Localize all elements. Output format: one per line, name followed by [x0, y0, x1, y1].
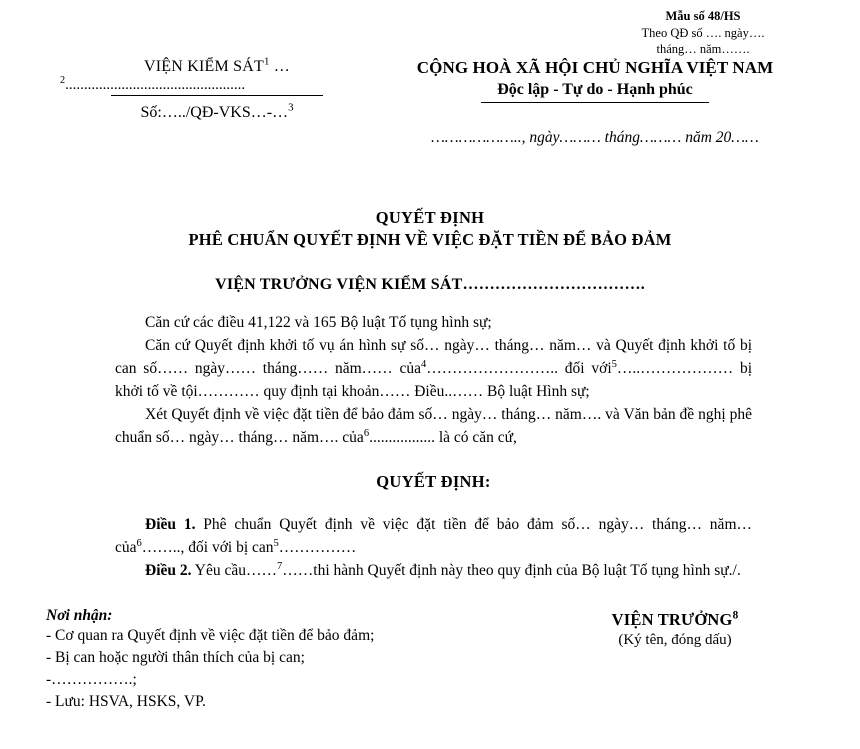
document-footer — [0, 607, 860, 747]
para3-part-a: Xét Quyết định về việc đặt tiền để bảo đảm số… ngày… tháng… năm…. và Văn bản đề nghị phê chuẩn số… ngày… tháng… năm…. của — [115, 405, 752, 446]
legal-basis-paragraph-3 — [115, 404, 752, 450]
article-1-part-c: …………… — [278, 538, 357, 556]
national-motto: Độc lập - Tự do - Hạnh phúc — [497, 81, 693, 98]
form-code-block — [608, 8, 798, 58]
legal-basis-paragraph-2 — [115, 335, 752, 404]
footnote-marker-6: 6 — [363, 427, 370, 439]
article-1-part-b: …….., đối với bị can — [141, 538, 274, 556]
issuing-authority-label: VIỆN KIỂM SÁT — [144, 58, 264, 75]
place-date-line: ……………….., ngày……… tháng……… năm 20…… — [431, 129, 759, 147]
issuing-authority-block — [52, 55, 382, 122]
signature-title — [530, 610, 820, 630]
article-1-label: Điều 1. — [145, 515, 196, 533]
document-header — [0, 55, 860, 178]
footnote-marker-8: 8 — [732, 609, 739, 622]
para2-part-b: …………………….. đối với — [426, 359, 612, 377]
footnote-marker-5: 5 — [611, 358, 617, 370]
issuing-authority-dotted-line — [52, 77, 382, 94]
form-code-title: Mẫu số 48/HS — [665, 9, 741, 23]
recipient-item: - Bị can hoặc người thân thích của bị can; — [46, 649, 305, 666]
signature-block — [530, 610, 820, 649]
footnote-marker-4: 4 — [420, 358, 427, 370]
national-title: CỘNG HOÀ XÃ HỘI CHỦ NGHĨA VIỆT NAM — [416, 58, 774, 77]
footnote-marker-5b: 5 — [273, 537, 279, 549]
document-number-label: Số:…../QĐ-VKS…-… — [140, 104, 289, 121]
signature-note: (Ký tên, đóng dấu) — [618, 632, 732, 648]
para3-part-b: ................. là có căn cứ, — [369, 428, 517, 446]
footnote-marker-6b: 6 — [136, 537, 142, 549]
national-heading-block — [390, 58, 800, 147]
document-subtitle: PHÊ CHUẨN QUYẾT ĐỊNH VỀ VIỆC ĐẶT TIỀN ĐỂ BẢO ĐẢM — [188, 230, 672, 249]
form-code-line-2: tháng… năm……. — [656, 42, 750, 56]
footnote-marker-3: 3 — [288, 101, 294, 114]
article-2-label: Điều 2. — [145, 561, 192, 579]
article-2-part-b: ……thi hành Quyết định này theo quy định của Bộ luật Tố tụng hình sự./. — [282, 561, 741, 579]
recipient-item: - Cơ quan ra Quyết định về việc đặt tiền để bảo đảm; — [46, 627, 375, 644]
article-1-part-a: Phê chuẩn Quyết định về việc đặt tiền để bảo đảm số… ngày… tháng… năm… của — [115, 515, 752, 556]
article-2-part-a: Yêu cầu…… — [191, 561, 278, 579]
para2-part-c: …..……………… bị khởi tố về tội………… quy định tại khoản…… Điều..…… Bộ luật Hình sự; — [115, 359, 752, 400]
document-title: QUYẾT ĐỊNH — [375, 208, 485, 227]
article-1 — [115, 514, 752, 560]
dotted-fill: ................................................ — [65, 77, 246, 93]
issuing-authority-suffix: … — [269, 58, 290, 75]
issuing-authority-name — [52, 55, 382, 76]
recipient-item: -…………….; — [46, 671, 137, 688]
decision-heading: QUYẾT ĐỊNH: — [376, 471, 491, 491]
document-number — [52, 101, 382, 122]
signature-title-label: VIỆN TRƯỞNG — [611, 610, 733, 629]
recipients-block — [46, 607, 436, 713]
recipient-item: - Lưu: HSVA, HSKS, VP. — [46, 693, 206, 710]
issuing-officer-line: VIỆN TRƯỞNG VIỆN KIỂM SÁT……………………………. — [215, 276, 645, 293]
document-body — [115, 312, 752, 582]
form-code-line-1: Theo QĐ số …. ngày…. — [641, 25, 765, 40]
footnote-marker-1: 1 — [263, 55, 270, 68]
header-left-rule — [111, 95, 323, 96]
title-block — [0, 208, 860, 294]
para2-part-a: Căn cứ Quyết định khởi tố vụ án hình sự số… ngày… tháng… năm… và Quyết định khởi tố bị can số…… ngày…… tháng…… năm…… của — [115, 336, 752, 377]
national-heading-rule — [481, 102, 709, 103]
legal-basis-paragraph-1: Căn cứ các điều 41,122 và 165 Bộ luật Tố tụng hình sự; — [145, 314, 492, 331]
footnote-marker-7: 7 — [277, 560, 283, 572]
footnote-marker-2: 2 — [60, 75, 66, 86]
article-2 — [115, 560, 752, 583]
recipients-title: Nơi nhận: — [46, 607, 113, 624]
